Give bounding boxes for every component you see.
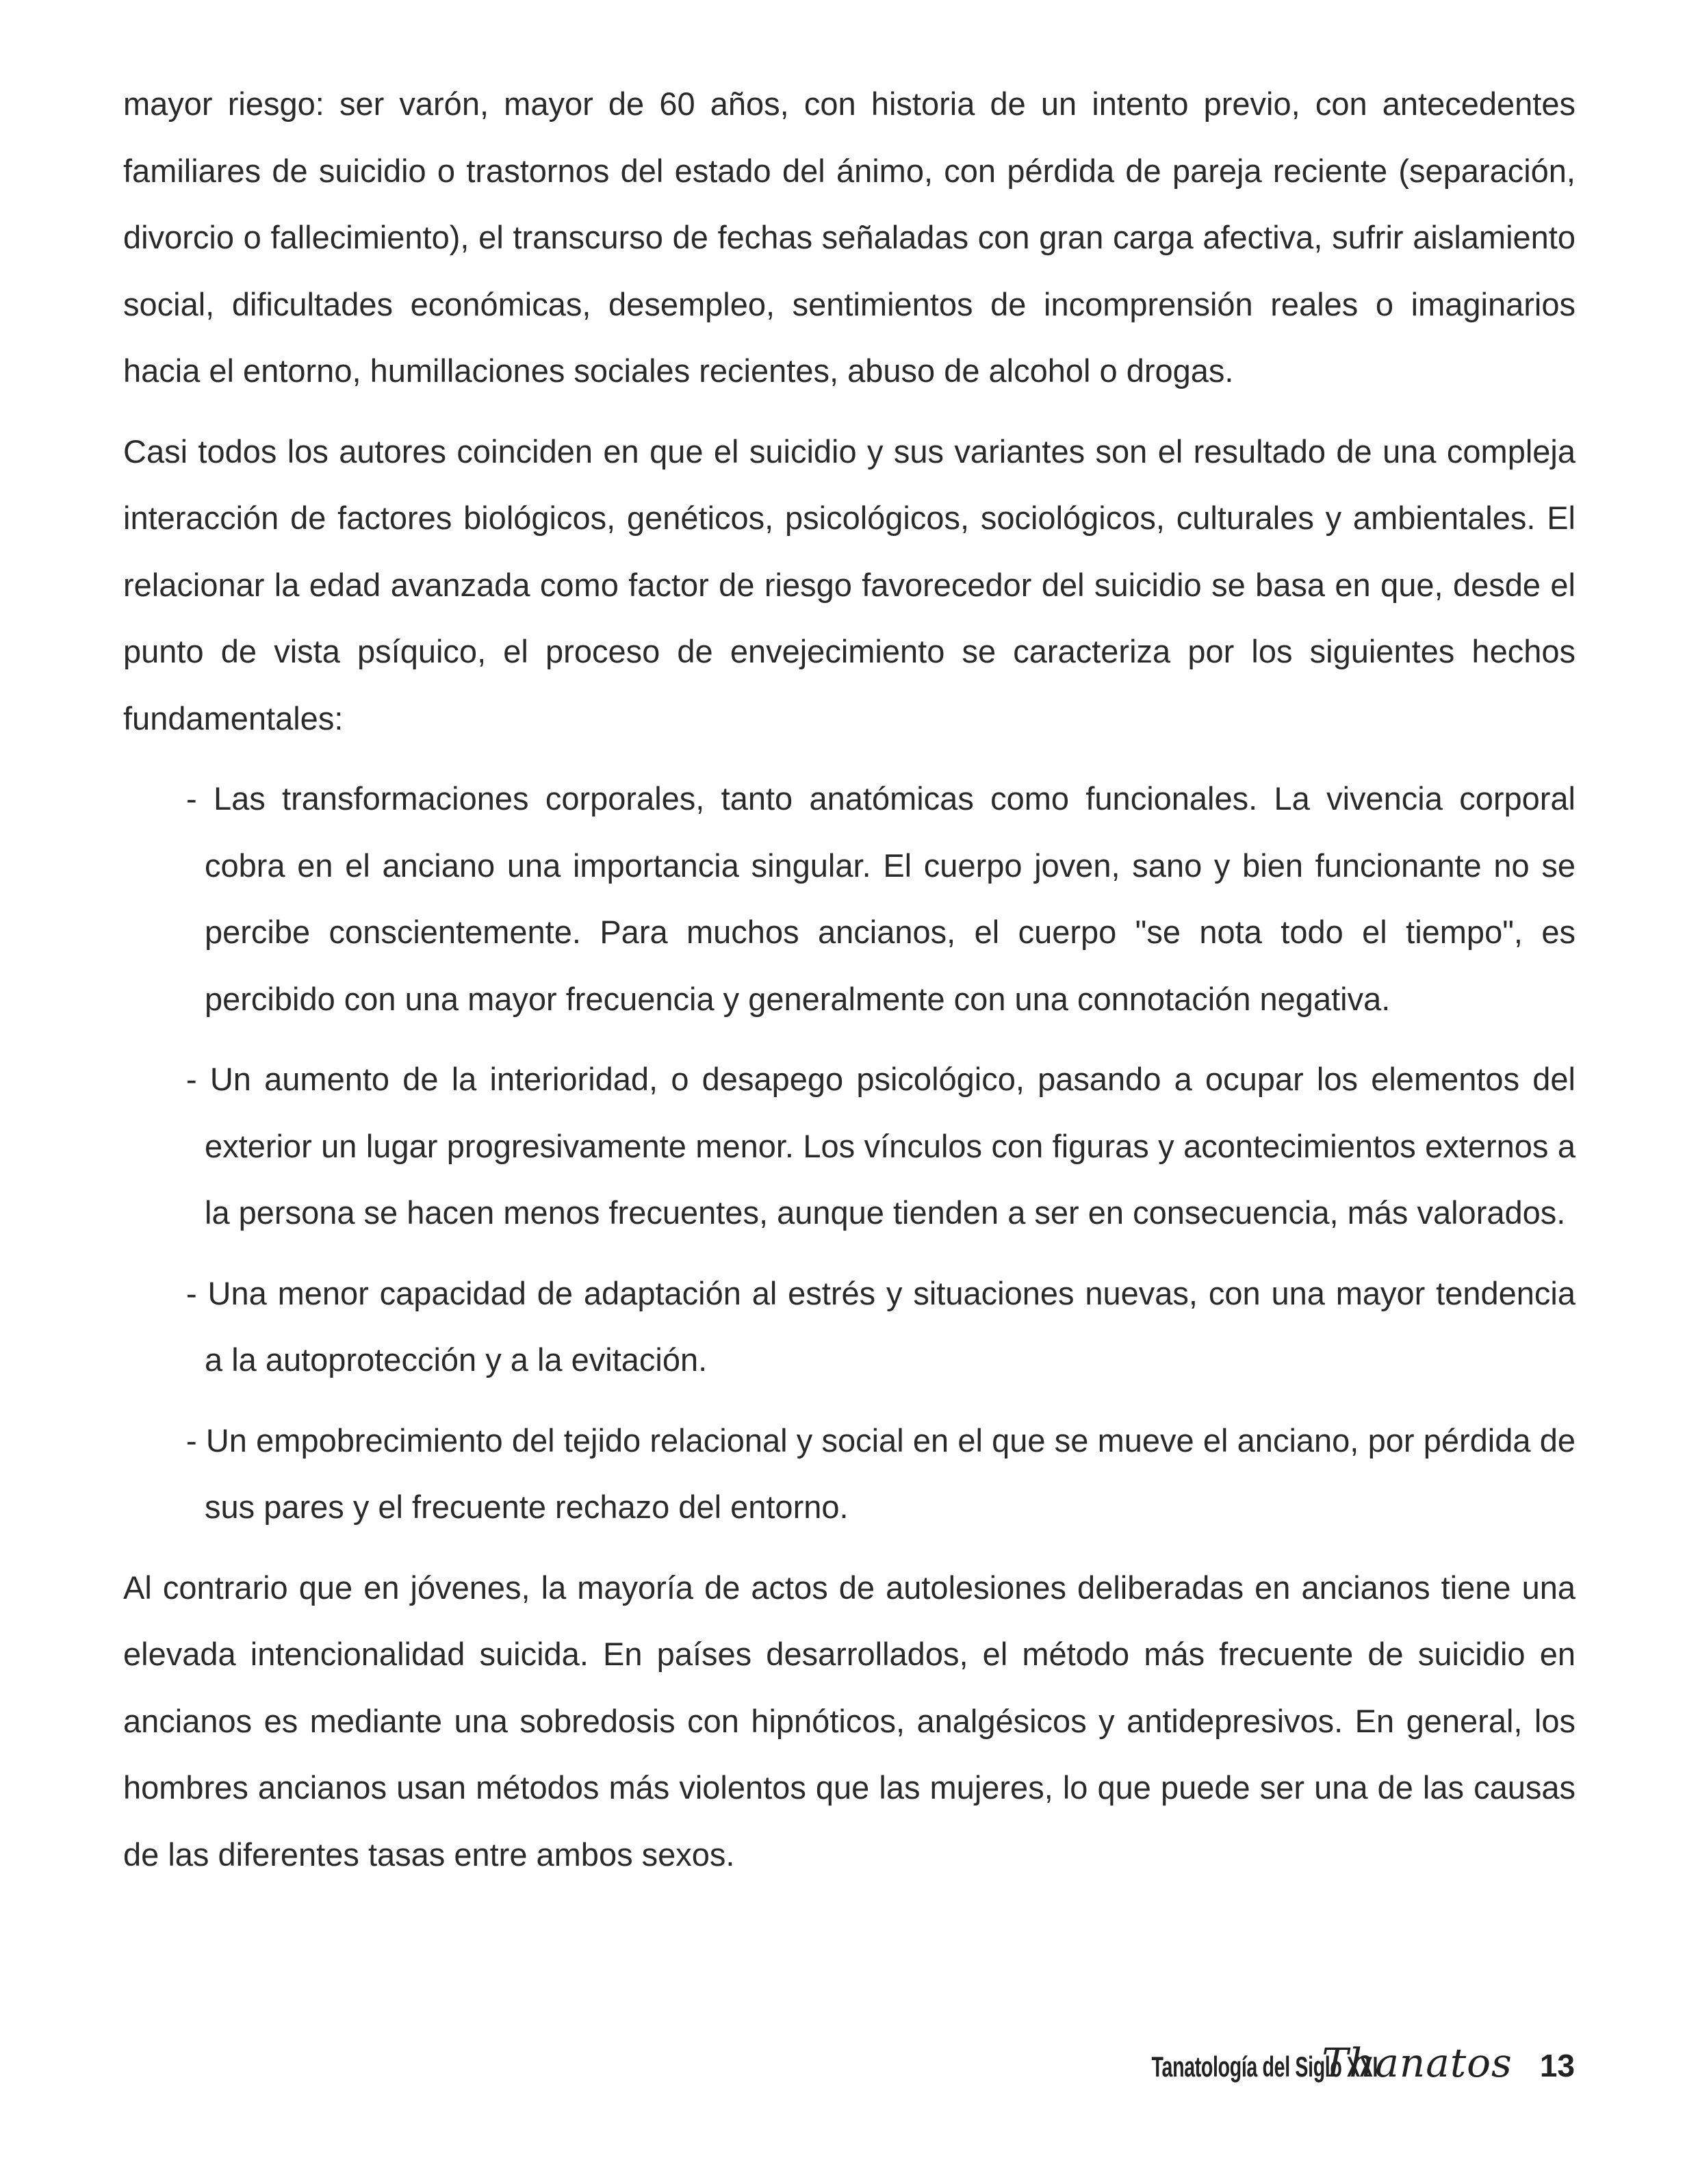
paragraph-risk-factors: mayor riesgo: ser varón, mayor de 60 años, con historia de un intento previo, con antecedentes familiares de suicidio o trastornos del estado del ánimo, con pérdida de pareja reciente (separación, divorcio o fallecimiento), el transcurso de fechas señaladas con gran carga afectiva, sufrir aislamiento social, dificultades económicas, desempleo, sentimientos de incomprensión reales o imaginarios hacia el entorno, humillaciones sociales recientes, abuso de alcohol o drogas. [123,86,1575,389]
publication-logo: Thanatos [1322,2040,1513,2086]
list-item: - Un aumento de la interioridad, o desapego psicológico, pasando a ocupar los elementos del exterior un lugar progresivamente menor. Los vínculos con figuras y acontecimientos externos a la persona se hacen menos frecuentes, aunque tienden a ser en consecuencia, más valorados. [186,1061,1575,1231]
list-item: - Una menor capacidad de adaptación al estrés y situaciones nuevas, con una mayor tendencia a la autoprotección y a la evitación. [186,1274,1575,1378]
publication-series: Tanatología del Siglo XXI [1151,2051,1378,2083]
aging-facts-list [123,765,1575,1541]
list-item: - Un empobrecimiento del tejido relacional y social en el que se mueve el anciano, por pérdida de sus pares y el frecuente rechazo del entorno. [186,1422,1575,1525]
paragraph-methods: Al contrario que en jóvenes, la mayoría de actos de autolesiones deliberadas en ancianos tiene una elevada intencionalidad suicida. En países desarrollados, el método más frecuente de suicidio en ancianos es mediante una sobredosis con hipnóticos, analgésicos y antidepresivos. En general, los hombres ancianos usan métodos más violentos que las mujeres, lo que puede ser una de las causas de las diferentes tasas entre ambos sexos. [123,1569,1575,1873]
page-number: 13 [1539,2048,1575,2083]
page-footer [1045,2040,1575,2086]
paragraph-multifactorial-causes: Casi todos los autores coinciden en que el suicidio y sus variantes son el resultado de una compleja interacción de factores biológicos, genéticos, psicológicos, sociológicos, culturales y ambientales. El relacionar la edad avanzada como factor de riesgo favorecedor del suicidio se basa en que, desde el punto de vista psíquico, el proceso de envejecimiento se caracteriza por los siguientes hechos fundamentales: [123,433,1575,736]
document-body [123,70,1575,1888]
list-item: - Las transformaciones corporales, tanto anatómicas como funcionales. La vivencia corporal cobra en el anciano una importancia singular. El cuerpo joven, sano y bien funcionante no se percibe conscientemente. Para muchos ancianos, el cuerpo "se nota todo el tiempo", es percibido con una mayor frecuencia y generalmente con una connotación negativa. [186,780,1575,1017]
